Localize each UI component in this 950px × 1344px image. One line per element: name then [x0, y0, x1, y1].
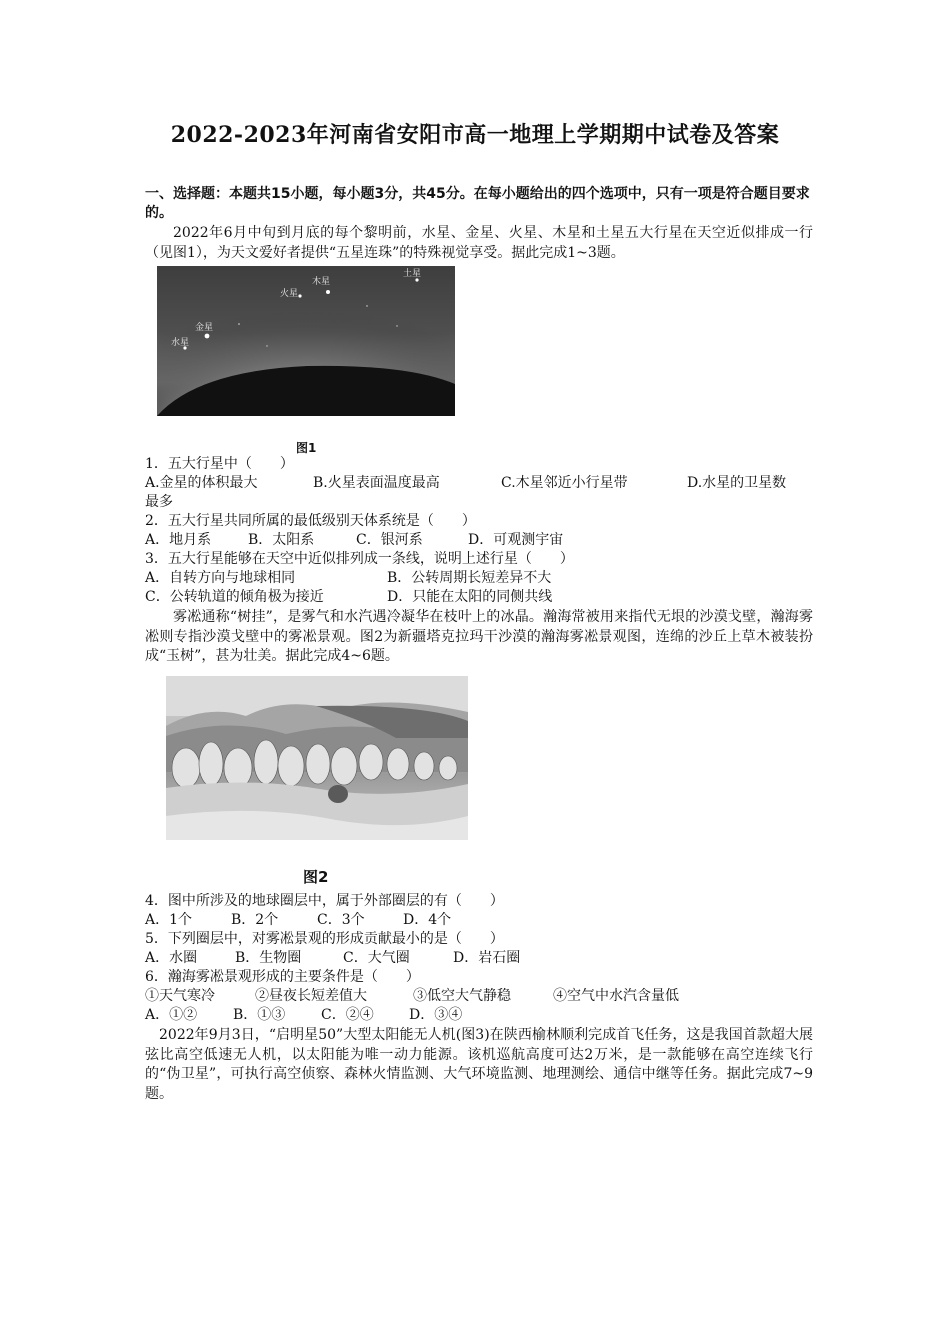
- figure-1-planets-image: [157, 266, 455, 416]
- question-5-stem: 5．下列圈层中，对雾凇景观的形成贡献最小的是（ ）: [145, 931, 504, 947]
- question-1-stem: 1．五大行星中（ ）: [145, 456, 294, 472]
- figure-1-caption: 图1: [296, 441, 317, 455]
- q1-option-b: B.火星表面温度最高: [313, 475, 440, 491]
- q6-option-a: A．①②: [145, 1007, 198, 1023]
- label-jupiter: 木星: [312, 277, 331, 287]
- q6-condition-2: ②昼夜长短差值大: [255, 988, 367, 1004]
- planets-sky-graphic: [157, 266, 455, 416]
- q2-option-d: D．可观测宇宙: [468, 532, 564, 548]
- question-6-options: [145, 1006, 813, 1025]
- q5-option-b: B．生物圈: [235, 950, 302, 966]
- q6-option-c: C．②④: [321, 1007, 374, 1023]
- passage-2: 雾凇通称“树挂”，是雾气和水汽遇冷凝华在枝叶上的冰晶。瀚海常被用来指代无垠的沙漠戈壁，瀚海雾凇则专指沙漠戈壁中的雾凇景观。图2为新疆塔克拉玛干沙漠的瀚海雾凇景观图，连绵的沙丘上草木被装扮成“玉树”，甚为壮美。据此完成4~6题。: [145, 609, 813, 664]
- label-mercury: 水星: [171, 338, 190, 348]
- page-title: 2022-2023年河南省安阳市高一地理上学期期中试卷及答案: [170, 122, 780, 148]
- q6-option-b: B．①③: [233, 1007, 286, 1023]
- q1-option-d: D.水星的卫星数: [687, 475, 787, 491]
- question-5-options: [145, 949, 813, 968]
- q5-option-c: C．大气圈: [343, 950, 410, 966]
- q6-condition-4: ④空气中水汽含量低: [553, 988, 679, 1004]
- q2-option-c: C．银河系: [356, 532, 423, 548]
- q6-condition-3: ③低空大气静稳: [413, 988, 511, 1004]
- q1-option-c: C.木星邻近小行星带: [501, 475, 628, 491]
- passage-1: 2022年6月中旬到月底的每个黎明前，水星、金星、火星、木星和土星五大行星在天空近似排成一行（见图1），为天文爱好者提供“五星连珠”的特殊视觉享受。据此完成1~3题。: [145, 225, 813, 261]
- q3-option-d: D．只能在太阳的同侧共线: [387, 589, 553, 605]
- q3-option-b: B．公转周期长短差异不大: [387, 570, 552, 586]
- q2-option-a: A．地月系: [145, 532, 212, 548]
- question-1-option-d-continued: 最多: [145, 494, 173, 510]
- question-1-options: [145, 474, 813, 493]
- venus-dot: [205, 334, 210, 339]
- q3-option-a: A．自转方向与地球相同: [145, 570, 296, 586]
- section-heading: 一、选择题：本题共15小题，每小题3分，共45分。在每小题给出的四个选项中，只有一项是符合题目要求的。: [145, 186, 810, 221]
- figure-2-caption: 图2: [303, 868, 329, 886]
- label-venus: 金星: [195, 323, 214, 333]
- q2-option-b: B．太阳系: [248, 532, 315, 548]
- label-mars: 火星: [280, 289, 299, 299]
- question-2-options: [145, 531, 813, 550]
- figure-2-desert-rime-image: [166, 676, 468, 840]
- passage-3: 2022年9月3日，“启明星50”大型太阳能无人机(图3)在陕西榆林顺利完成首飞任务，这是我国首款超大展弦比高空低速无人机，以太阳能为唯一动力能源。该机巡航高度可达2万米，是一款能够在高空连续飞行的“伪卫星”，可执行高空侦察、森林火情监测、大气环境监测、地理测绘、通信中继等任务。据此完成7~9题。: [145, 1027, 813, 1102]
- question-3-options-row-2: [145, 588, 813, 607]
- jupiter-dot: [326, 290, 330, 294]
- q4-option-d: D．4个: [403, 912, 452, 928]
- question-3-options-row-1: [145, 569, 813, 588]
- q5-option-a: A．水圈: [145, 950, 198, 966]
- question-2-stem: 2．五大行星共同所属的最低级别天体系统是（ ）: [145, 513, 476, 529]
- q1-option-a: A.金星的体积最大: [145, 475, 258, 491]
- question-6-conditions: [145, 987, 813, 1006]
- q4-option-a: A．1个: [145, 912, 193, 928]
- question-3-stem: 3．五大行星能够在天空中近似排列成一条线，说明上述行星（ ）: [145, 551, 574, 567]
- q5-option-d: D．岩石圈: [453, 950, 521, 966]
- q4-option-b: B．2个: [231, 912, 279, 928]
- mars-dot: [298, 294, 301, 297]
- q6-condition-1: ①天气寒冷: [145, 988, 215, 1004]
- q4-option-c: C．3个: [317, 912, 365, 928]
- q3-option-c: C．公转轨道的倾角极为接近: [145, 589, 324, 605]
- question-4-stem: 4．图中所涉及的地球圈层中，属于外部圈层的有（ ）: [145, 893, 504, 909]
- desert-rime-graphic: [166, 676, 468, 840]
- q6-option-d: D．③④: [409, 1007, 463, 1023]
- label-saturn: 土星: [403, 269, 422, 279]
- question-4-options: [145, 911, 813, 930]
- question-6-stem: 6．瀚海雾凇景观形成的主要条件是（ ）: [145, 969, 420, 985]
